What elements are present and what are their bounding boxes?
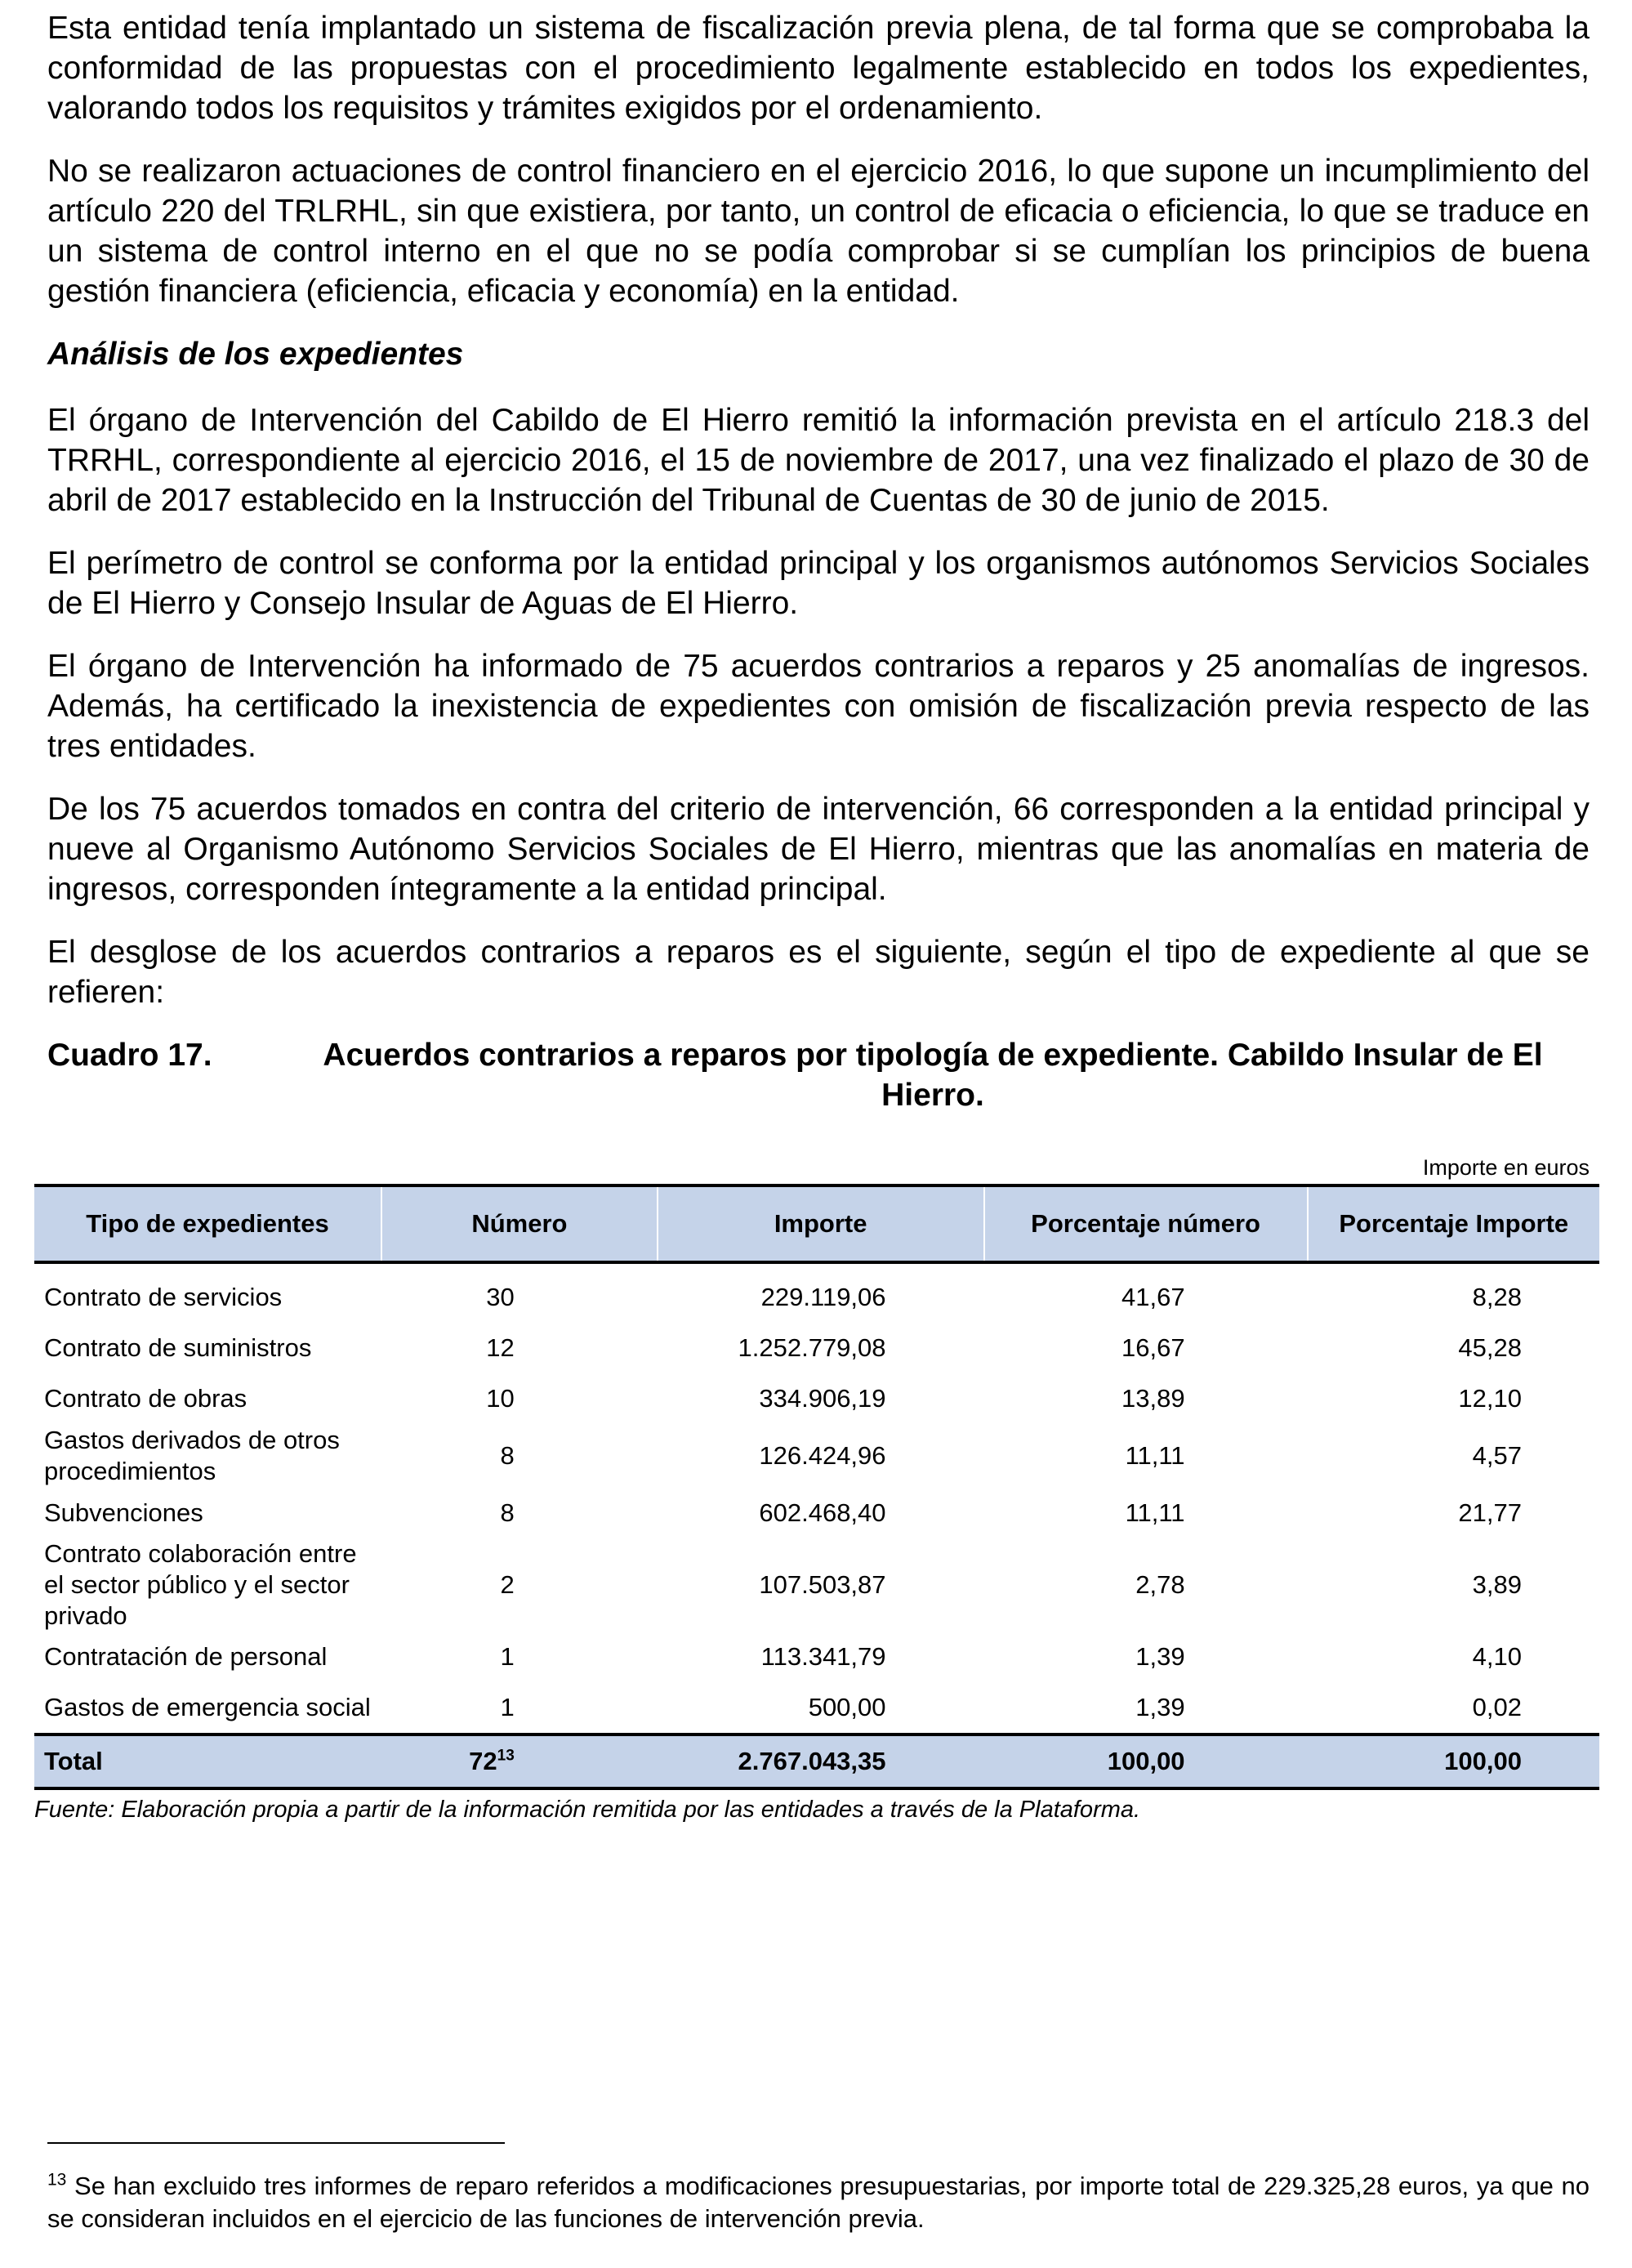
cell-tipo: Gastos de emergencia social [44,1693,371,1721]
cell-pct-numero: 1,39 [1135,1642,1185,1671]
cell-importe: 500,00 [808,1693,886,1721]
table-caption [47,1035,1590,1115]
cell-numero: 12 [486,1333,515,1362]
table-row [34,1323,1599,1373]
cell-pct-numero: 2,78 [1135,1570,1185,1599]
table-row [34,1424,1599,1488]
paragraph-acuerdos-anomalias: El órgano de Intervención ha informado de 75 acuerdos contrarios a reparos y 25 anomalías de ingresos. Además, ha certificado la inexistencia de expedientes con omisión de fiscalización previa respecto de las tres entidades. [47,649,1590,764]
cell-tipo: Gastos derivados de otros procedimientos [44,1426,340,1485]
total-pct-numero: 100,00 [984,1734,1308,1788]
table-row [34,1538,1599,1632]
cell-pct-importe: 12,10 [1458,1384,1522,1413]
header-pct-numero: Porcentaje número [984,1185,1308,1262]
table-row [34,1682,1599,1734]
paragraph-control-financiero: No se realizaron actuaciones de control financiero en el ejercicio 2016, lo que supone un incumplimiento del artículo 220 del TRLRHL, sin que existiera, por tanto, un control de eficacia o eficiencia, lo que se traduce en un sistema de control interno en el que no se podía comprobar si se cumplían los principios de buena gestión financiera (eficiencia, eficacia y economía) en la entidad. [47,154,1590,309]
cell-numero: 8 [500,1498,515,1527]
cell-pct-numero: 11,11 [1125,1498,1185,1527]
cell-pct-importe: 45,28 [1458,1333,1522,1362]
cell-tipo: Contratación de personal [44,1642,328,1671]
table-source: Fuente: Elaboración propia a partir de la información remitida por las entidades a través de la Plataforma. [34,1797,1141,1823]
document-page [34,8,1590,1824]
header-numero: Número [381,1185,658,1262]
cell-numero: 1 [500,1642,515,1671]
cell-pct-numero: 16,67 [1121,1333,1185,1362]
section-heading: Análisis de los expedientes [47,337,464,372]
cell-pct-importe: 0,02 [1472,1693,1522,1721]
table-row [34,1632,1599,1682]
cell-pct-importe: 4,57 [1472,1441,1522,1470]
cell-numero: 30 [486,1283,515,1311]
cell-pct-importe: 21,77 [1458,1498,1522,1527]
table-caption-label: Cuadro 17. [47,1038,212,1073]
cell-importe: 229.119,06 [760,1283,886,1311]
cell-numero: 1 [500,1693,515,1721]
cell-pct-numero: 13,89 [1121,1384,1185,1413]
cell-importe: 602.468,40 [759,1498,886,1527]
cell-tipo: Contrato colaboración entre el sector público y el sector privado [44,1539,357,1630]
table-header-row [34,1185,1599,1262]
total-numero [381,1734,658,1788]
cell-pct-numero: 41,67 [1121,1283,1185,1311]
cell-pct-importe: 4,10 [1472,1642,1522,1671]
paragraph-perimetro: El perímetro de control se conforma por la entidad principal y los organismos autónomos Servicios Sociales de El Hierro y Consejo Insular de Aguas de El Hierro. [47,546,1590,621]
footnote-separator [47,2142,505,2144]
cell-tipo: Contrato de obras [44,1384,247,1413]
cell-importe: 334.906,19 [759,1384,886,1413]
cell-numero: 2 [500,1570,515,1599]
cell-numero: 10 [486,1384,515,1413]
footnote-ref[interactable]: 13 [497,1747,515,1765]
footnote [47,2170,1590,2235]
table-units: Importe en euros [1422,1155,1590,1180]
cell-pct-numero: 1,39 [1135,1693,1185,1721]
total-pct-importe: 100,00 [1308,1734,1599,1788]
total-importe: 2.767.043,35 [658,1734,984,1788]
footnote-text: Se han excluido tres informes de reparo referidos a modificaciones presupuestarias, por importe total de 229.325,28 euros, ya que no se consideran incluidos en el ejercicio de las funciones de intervención previa. [47,2172,1590,2233]
total-label: Total [34,1734,381,1788]
header-importe: Importe [658,1185,984,1262]
cell-importe: 107.503,87 [759,1570,886,1599]
paragraph-informacion-remitida: El órgano de Intervención del Cabildo de El Hierro remitió la información prevista en el artículo 218.3 del TRRHL, correspondiente al ejercicio 2016, el 15 de noviembre de 2017, una vez finalizado el plazo de 30 de abril de 2017 establecido en la Instrucción del Tribunal de Cuentas de 30 de junio de 2015. [47,403,1590,518]
total-numero-value: 72 [469,1747,497,1775]
cell-importe: 1.252.779,08 [738,1333,886,1362]
cell-tipo: Subvenciones [44,1498,203,1527]
footnote-number: 13 [47,2170,67,2190]
cell-pct-importe: 8,28 [1472,1283,1522,1311]
paragraph-fiscalizacion: Esta entidad tenía implantado un sistema de fiscalización previa plena, de tal forma que se comprobaba la conformidad de las propuestas con el procedimiento legalmente establecido en todos los expedientes, valorando todos los requisitos y trámites exigidos por el ordenamiento. [47,11,1590,126]
paragraph-distribucion: De los 75 acuerdos tomados en contra del criterio de intervención, 66 corresponden a la entidad principal y nueve al Organismo Autónomo Servicios Sociales de El Hierro, mientras que las anomalías en materia de ingresos, corresponden íntegramente a la entidad principal. [47,792,1590,907]
paragraph-desglose: El desglose de los acuerdos contrarios a reparos es el siguiente, según el tipo de expediente al que se refieren: [47,935,1590,1010]
cell-tipo: Contrato de servicios [44,1283,283,1311]
cell-importe: 113.341,79 [760,1642,886,1671]
cell-pct-importe: 3,89 [1472,1570,1522,1599]
table-row [34,1262,1599,1323]
table-caption-text: Acuerdos contrarios a reparos por tipología de expediente. Cabildo Insular de El Hierro. [323,1038,1543,1113]
cell-importe: 126.424,96 [759,1441,886,1470]
table-row [34,1488,1599,1538]
table-total-row [34,1734,1599,1788]
header-pct-importe: Porcentaje Importe [1308,1185,1599,1262]
cell-pct-numero: 11,11 [1125,1441,1185,1470]
table-row [34,1373,1599,1424]
cell-numero: 8 [500,1441,515,1470]
cell-tipo: Contrato de suministros [44,1333,312,1362]
reparos-table [34,1184,1599,1790]
header-tipo: Tipo de expedientes [34,1185,381,1262]
